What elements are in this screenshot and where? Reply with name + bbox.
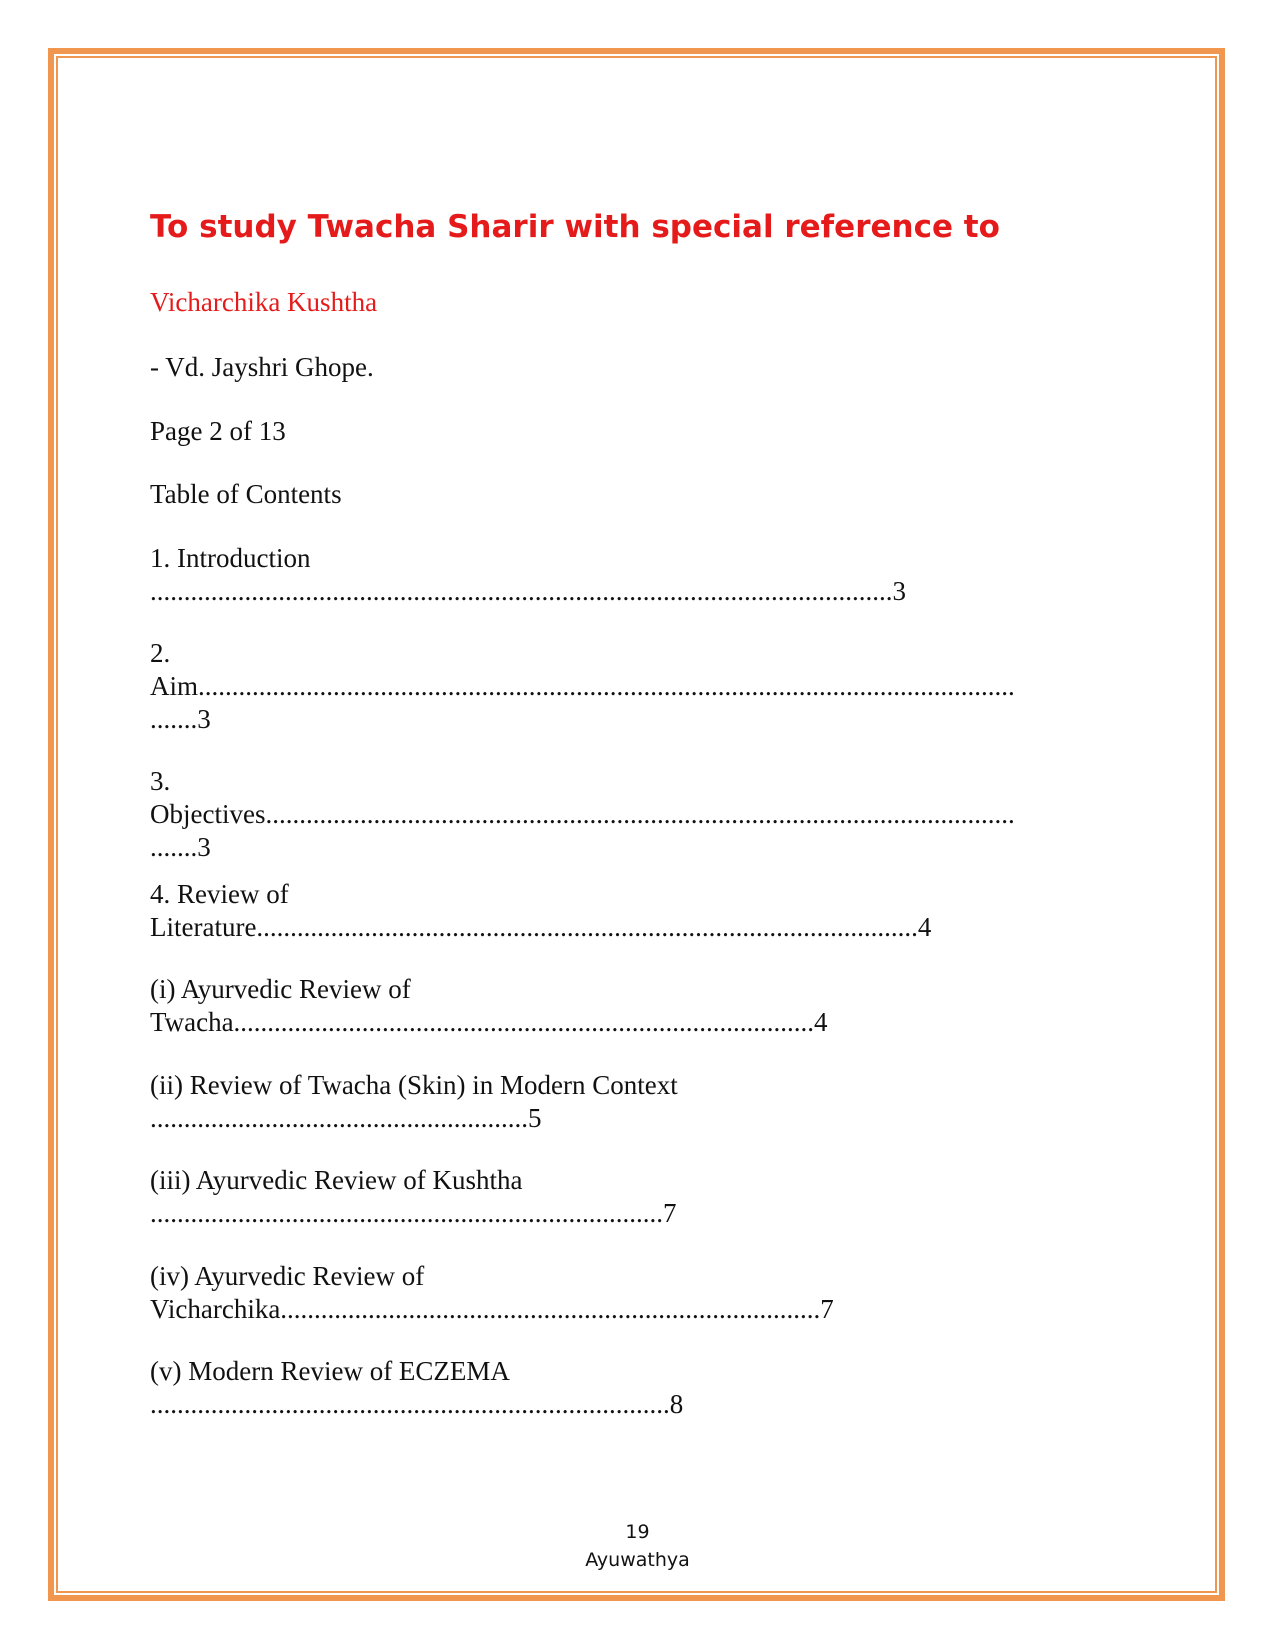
document-title: To study Twacha Sharir with special reference to — [150, 209, 1000, 245]
toc-entry-title: (v) Modern Review of ECZEMA — [150, 1356, 510, 1386]
toc-entry-leader: .............................................................................8 — [150, 1389, 684, 1419]
toc-entry-leader: Twacha......................................................................................4 — [150, 1007, 828, 1037]
toc-entry-title: 4. Review of — [150, 879, 289, 909]
page-footer — [0, 1518, 1275, 1574]
toc-entry-title: 1. Introduction — [150, 543, 311, 573]
author-line: - Vd. Jayshri Ghope. — [150, 352, 374, 382]
toc-entry-objectives — [150, 765, 1015, 864]
toc-entry-title: Aim......................................................................................................................... — [150, 671, 1015, 701]
toc-entry-review-of-literature — [150, 878, 931, 944]
toc-entry-ayurvedic-review-twacha — [150, 973, 828, 1039]
toc-entry-modern-review-eczema — [150, 1355, 683, 1421]
toc-entry-leader: .......3 — [150, 704, 211, 734]
toc-entry-introduction — [150, 542, 906, 608]
journal-name: Ayuwathya — [585, 1549, 690, 1571]
toc-entry-leader: ..............................................................................................................3 — [150, 576, 906, 606]
document-subtitle: Vicharchika Kushtha — [150, 287, 378, 317]
toc-entry-ayurvedic-review-vicharchika — [150, 1260, 834, 1326]
toc-entry-title: (ii) Review of Twacha (Skin) in Modern Context — [150, 1070, 678, 1100]
toc-entry-number: 2. — [150, 638, 171, 668]
toc-entry-title: Objectives............................................................................................................... — [150, 799, 1015, 829]
toc-entry-leader: ........................................................5 — [150, 1103, 542, 1133]
toc-entry-aim — [150, 637, 1015, 736]
toc-entry-leader: Literature..................................................................................................4 — [150, 912, 932, 942]
toc-entry-title: (iv) Ayurvedic Review of — [150, 1261, 425, 1291]
toc-entry-leader: ............................................................................7 — [150, 1198, 677, 1228]
toc-entry-title: (iii) Ayurvedic Review of Kushtha — [150, 1165, 523, 1195]
toc-entry-title: (i) Ayurvedic Review of — [150, 974, 411, 1004]
document-content — [150, 205, 1130, 1419]
page-number: 19 — [625, 1521, 650, 1543]
toc-entry-number: 3. — [150, 766, 171, 796]
page-label: Page 2 of 13 — [150, 416, 286, 446]
toc-entry-leader: Vicharchika................................................................................7 — [150, 1294, 834, 1324]
toc-heading: Table of Contents — [150, 479, 342, 509]
toc-entry-modern-review-twacha — [150, 1069, 678, 1135]
toc-entry-leader: .......3 — [150, 832, 211, 862]
toc-entry-ayurvedic-review-kushtha — [150, 1164, 677, 1230]
